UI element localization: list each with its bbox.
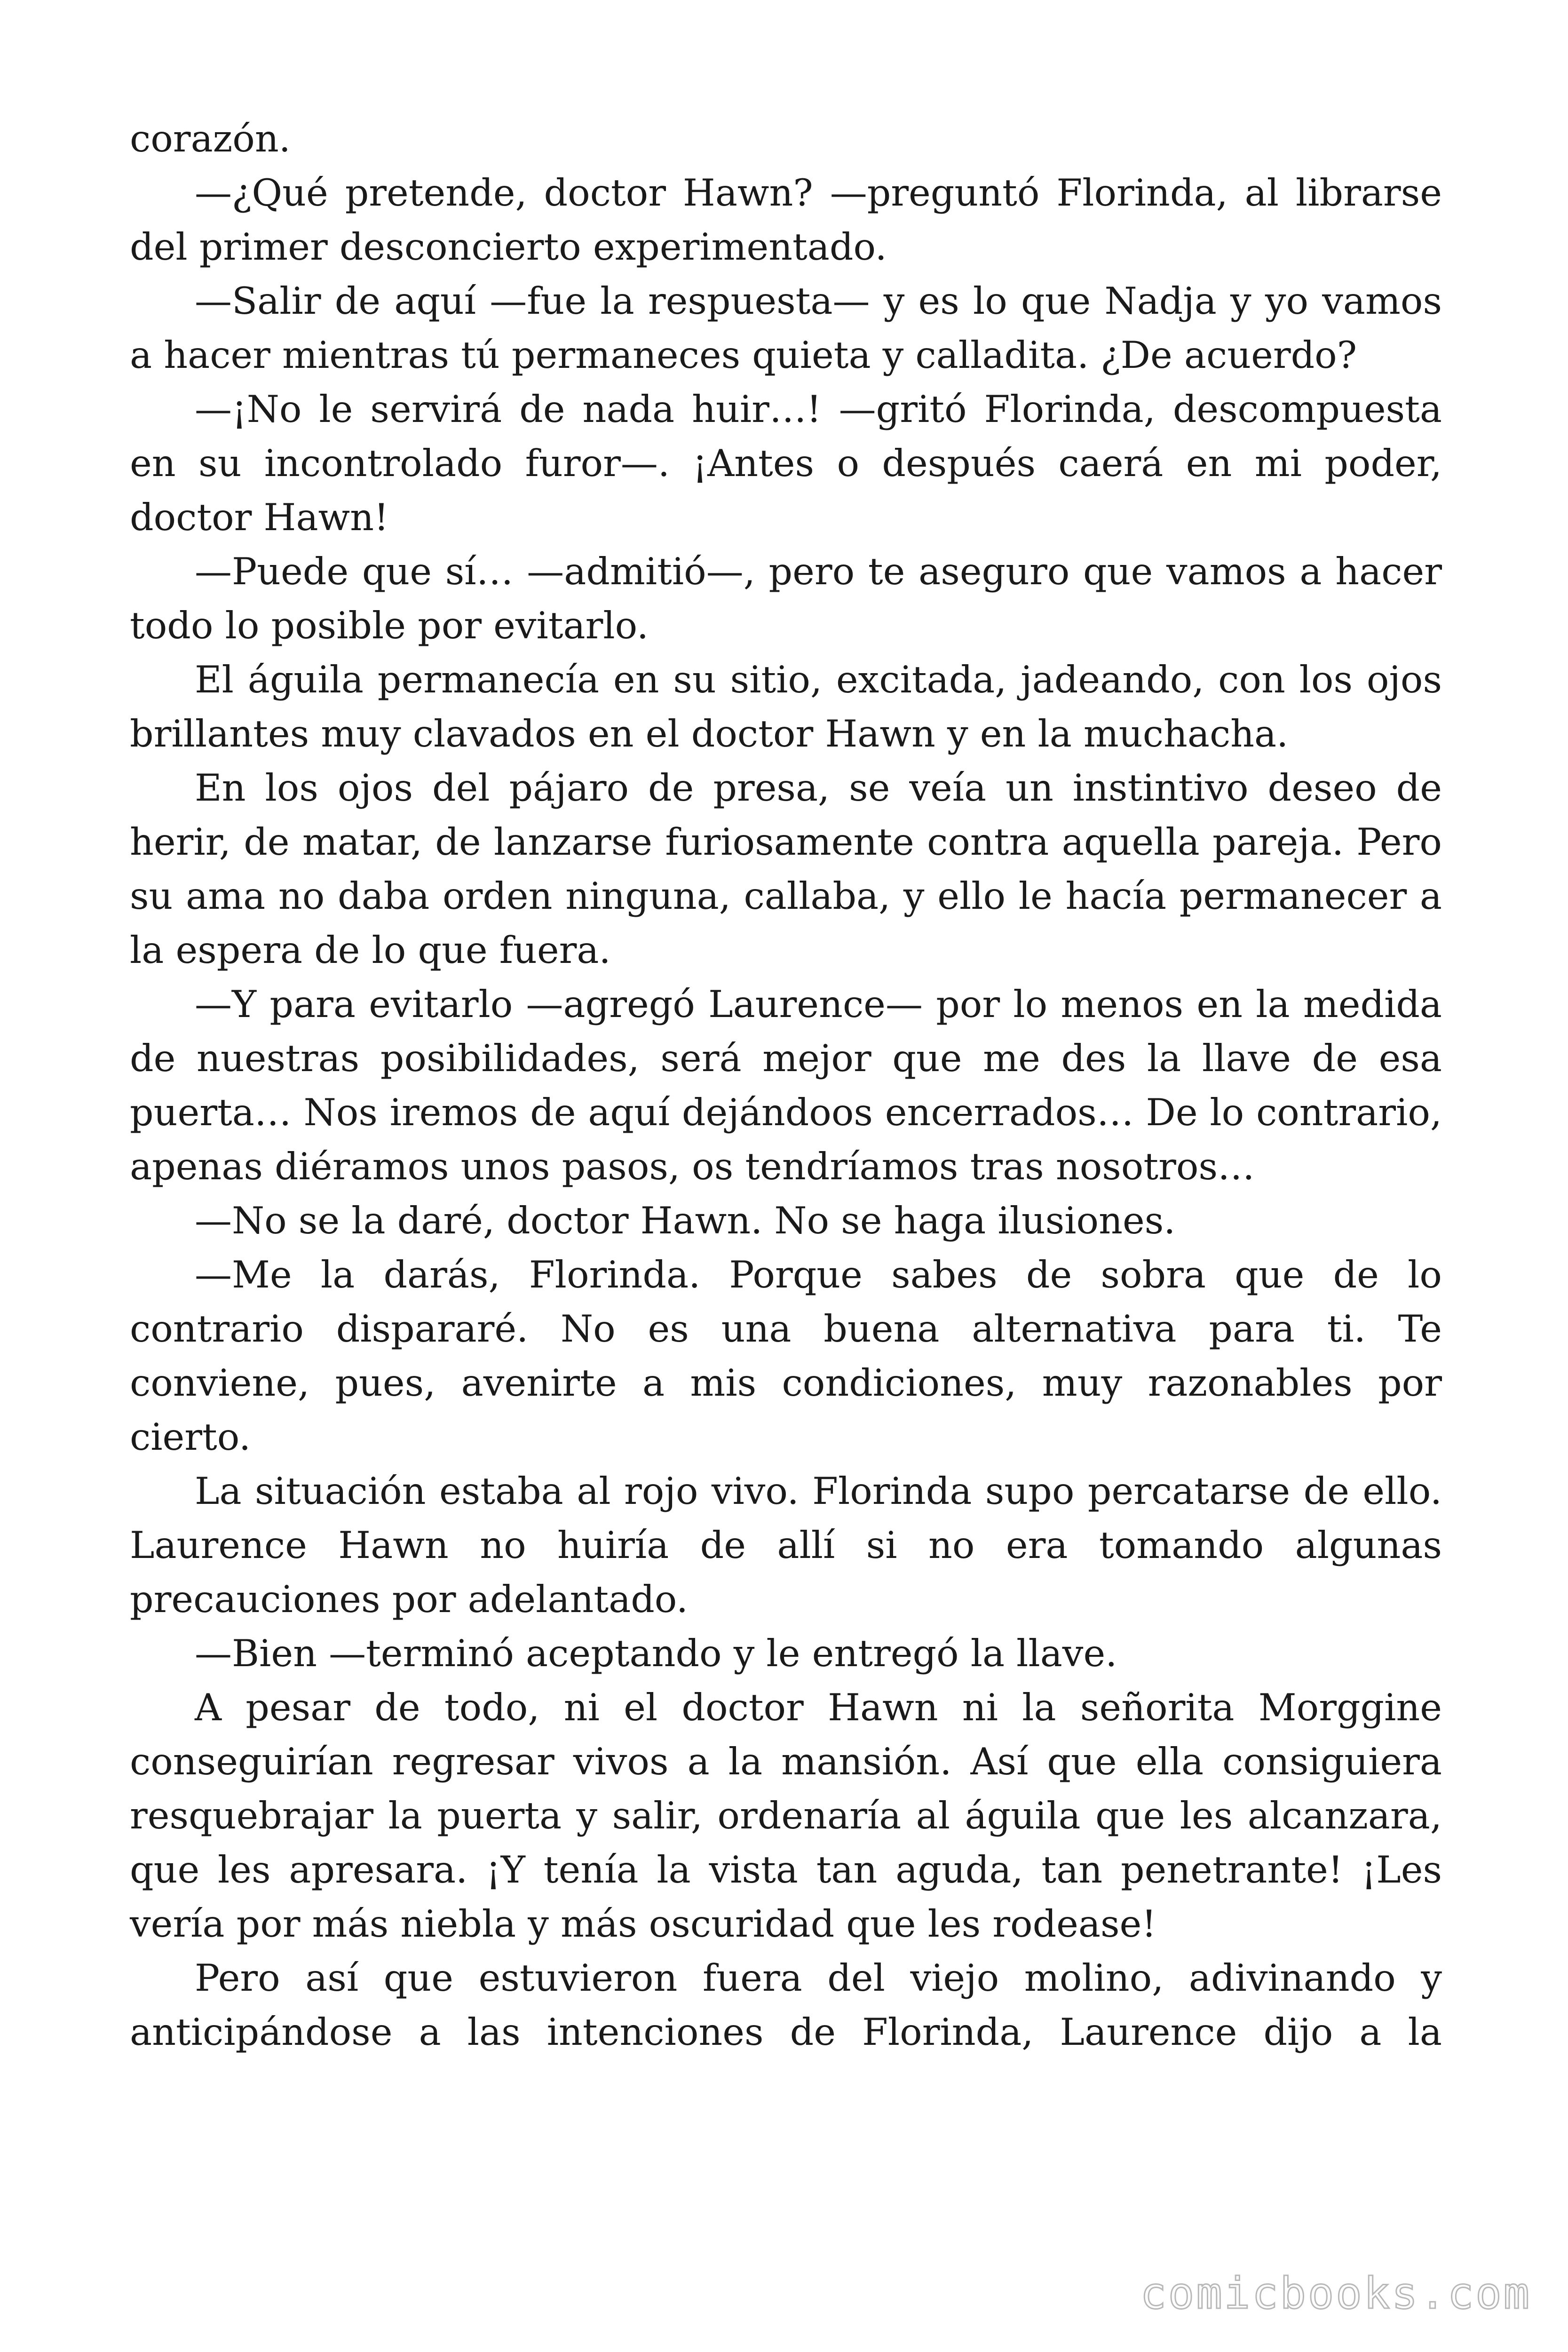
- paragraph-1: corazón.: [130, 117, 291, 160]
- paragraph-12: —Bien —terminó aceptando y le entregó la llave.: [195, 1632, 1117, 1675]
- paragraph-14: Pero así que estuvieron fuera del viejo molino, adivinando y anticipándose a las intenciones de Florinda, Laurence dijo a la: [130, 1956, 1442, 2054]
- page-body-text: [130, 112, 1442, 2059]
- paragraph-3: —Salir de aquí —fue la respuesta— y es lo que Nadja y yo vamos a hacer mientras tú permaneces quieta y calladita. ¿De acuerdo?: [130, 279, 1442, 377]
- site-watermark: comicbooks.com: [1140, 2268, 1531, 2319]
- paragraph-6: El águila permanecía en su sitio, excitada, jadeando, con los ojos brillantes muy clavados en el doctor Hawn y en la muchacha.: [130, 658, 1442, 755]
- paragraph-2: —¿Qué pretende, doctor Hawn? —preguntó Florinda, al librarse del primer desconcierto experimentado.: [130, 171, 1442, 269]
- paragraph-10: —Me la darás, Florinda. Porque sabes de sobra que de lo contrario dispararé. No es una buena alternativa para ti. Te conviene, pues, avenirte a mis condiciones, muy razonables por cierto.: [130, 1253, 1442, 1459]
- paragraph-8: —Y para evitarlo —agregó Laurence— por lo menos en la medida de nuestras posibilidades, será mejor que me des la llave de esa puerta… Nos iremos de aquí dejándoos encerrados… De lo contrario, apenas diéramos unos pasos, os tendríamos tras nosotros…: [130, 983, 1442, 1188]
- paragraph-7: En los ojos del pájaro de presa, se veía un instintivo deseo de herir, de matar, de lanzarse furiosamente contra aquella pareja. Pero su ama no daba orden ninguna, callaba, y ello le hacía permanecer a la espera de lo que fuera.: [130, 766, 1442, 972]
- paragraph-5: —Puede que sí… —admitió—, pero te aseguro que vamos a hacer todo lo posible por evitarlo.: [130, 550, 1442, 647]
- paragraph-4: —¡No le servirá de nada huir…! —gritó Florinda, descompuesta en su incontrolado furor—. ¡Antes o después caerá en mi poder, doctor Hawn!: [130, 388, 1442, 539]
- paragraph-9: —No se la daré, doctor Hawn. No se haga ilusiones.: [195, 1199, 1176, 1242]
- paragraph-11: La situación estaba al rojo vivo. Florinda supo percatarse de ello. Laurence Hawn no huiría de allí si no era tomando algunas precauciones por adelantado.: [130, 1470, 1442, 1621]
- paragraph-13: A pesar de todo, ni el doctor Hawn ni la señorita Morggine conseguirían regresar vivos a la mansión. Así que ella consiguiera resquebrajar la puerta y salir, ordenaría al águila que les alcanzara, que les apresara. ¡Y tenía la vista tan aguda, tan penetrante! ¡Les vería por más niebla y más oscuridad que les rodease!: [130, 1686, 1442, 1946]
